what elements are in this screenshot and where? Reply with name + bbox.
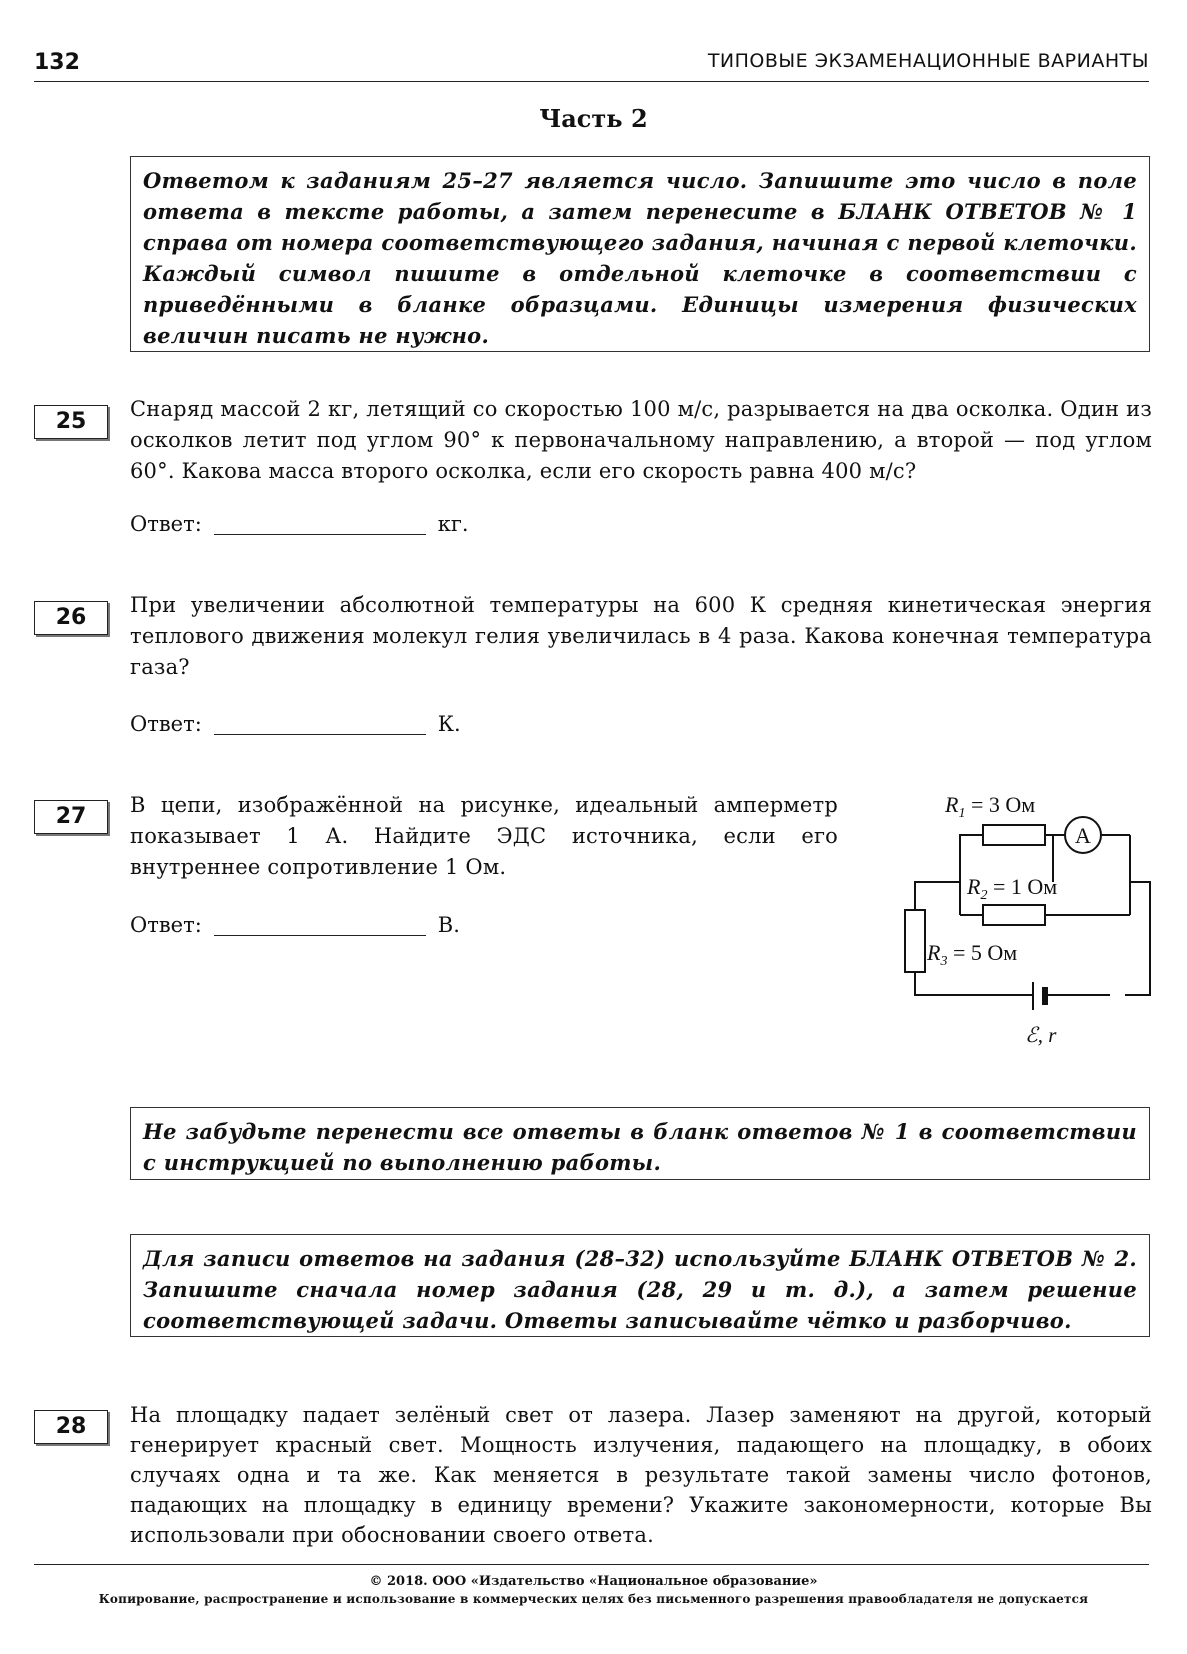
circuit-diagram [895,780,1175,1060]
answer-unit: К. [437,712,461,736]
part-title: Часть 2 [539,104,648,133]
task-text-28: На площадку падает зелёный свет от лазера. Лазер заменяют на другой, который генерирует красный свет. Мощность излучения, падающего на площадку, в обоих случаях одна и та же. Как меняется в результате такой замены число фотонов, падающих на площадку в единицу времени? Укажите закономерности, которые Вы использовали при обосновании своего ответа. [130,1403,1152,1547]
task-number-27: 27 [34,800,108,834]
answer-line-27 [130,913,460,937]
task-text-27: В цепи, изображённой на рисунке, идеальный амперметр показывает 1 А. Найдите ЭДС источника, если его внутреннее сопротивление 1 Ом. [130,793,838,879]
instruction-box-answers-28-32: Для записи ответов на задания (28–32) используйте БЛАНК ОТВЕТОВ № 2. Запишите сначала номер задания (28, 29 и т. д.), а затем решение соответствующей задачи. Ответы записывайте чётко и разборчиво. [130,1234,1150,1337]
answer-line-25 [130,512,469,536]
task-number-25: 25 [34,405,108,439]
task-text-26: При увеличении абсолютной температуры на 600 К средняя кинетическая энергия теплового движения молекул гелия увеличилась в 4 раза. Какова конечная температура газа? [130,593,1152,679]
task-text-25: Снаряд массой 2 кг, летящий со скоростью 100 м/с, разрывается на два осколка. Один из осколков летит под углом 90° к первоначальному направлению, а второй — под углом 60°. Какова масса второго осколка, если его скорость равна 400 м/с? [130,397,1152,483]
footer-notice: Копирование, распространение и использование в коммерческих целях без письменного разрешения правообладателя не допускается [98,1592,1089,1606]
instruction-box-answers-25-27: Ответом к заданиям 25–27 является число. Запишите это число в поле ответа в тексте работы, а затем перенесите в БЛАНК ОТВЕТОВ № 1 справа от номера соответствующего задания, начиная с первой клеточки. Каждый символ пишите в отдельной клеточке в соответствии с приведёнными в бланке образцами. Единицы измерения физических величин писать не нужно. [130,156,1150,352]
page-number: 132 [34,50,80,75]
r1-label: $R_1 = 3$ Ом [945,792,1036,821]
resistor-r2 [983,905,1045,925]
task-number-26: 26 [34,601,108,635]
answer-label: Ответ: [130,512,202,536]
r2-label: $R_2 = 1$ Ом [967,874,1058,903]
task-number-28: 28 [34,1410,108,1444]
r3-label: $R_3 = 5$ Ом [927,940,1018,969]
header-divider [34,81,1149,82]
resistor-r1 [983,825,1045,845]
answer-label: Ответ: [130,712,202,736]
running-title: ТИПОВЫЕ ЭКЗАМЕНАЦИОННЫЕ ВАРИАНТЫ [707,50,1149,72]
answer-unit: В. [437,913,460,937]
answer-blank[interactable] [214,714,426,735]
answer-blank[interactable] [214,514,426,535]
source-label: ℰ, r [1025,1023,1057,1047]
resistor-r3 [905,910,925,972]
answer-label: Ответ: [130,913,202,937]
footer-divider [34,1564,1149,1565]
answer-line-26 [130,712,461,736]
answer-unit: кг. [437,512,469,536]
footer-copyright: © 2018. ООО «Издательство «Национальное образование» [369,1574,818,1589]
answer-blank[interactable] [214,915,426,936]
battery-icon [1033,982,1048,1010]
ammeter-label: A [1075,823,1091,848]
instruction-box-transfer-reminder: Не забудьте перенести все ответы в бланк ответов № 1 в соответствии с инструкцией по выполнению работы. [130,1107,1150,1180]
